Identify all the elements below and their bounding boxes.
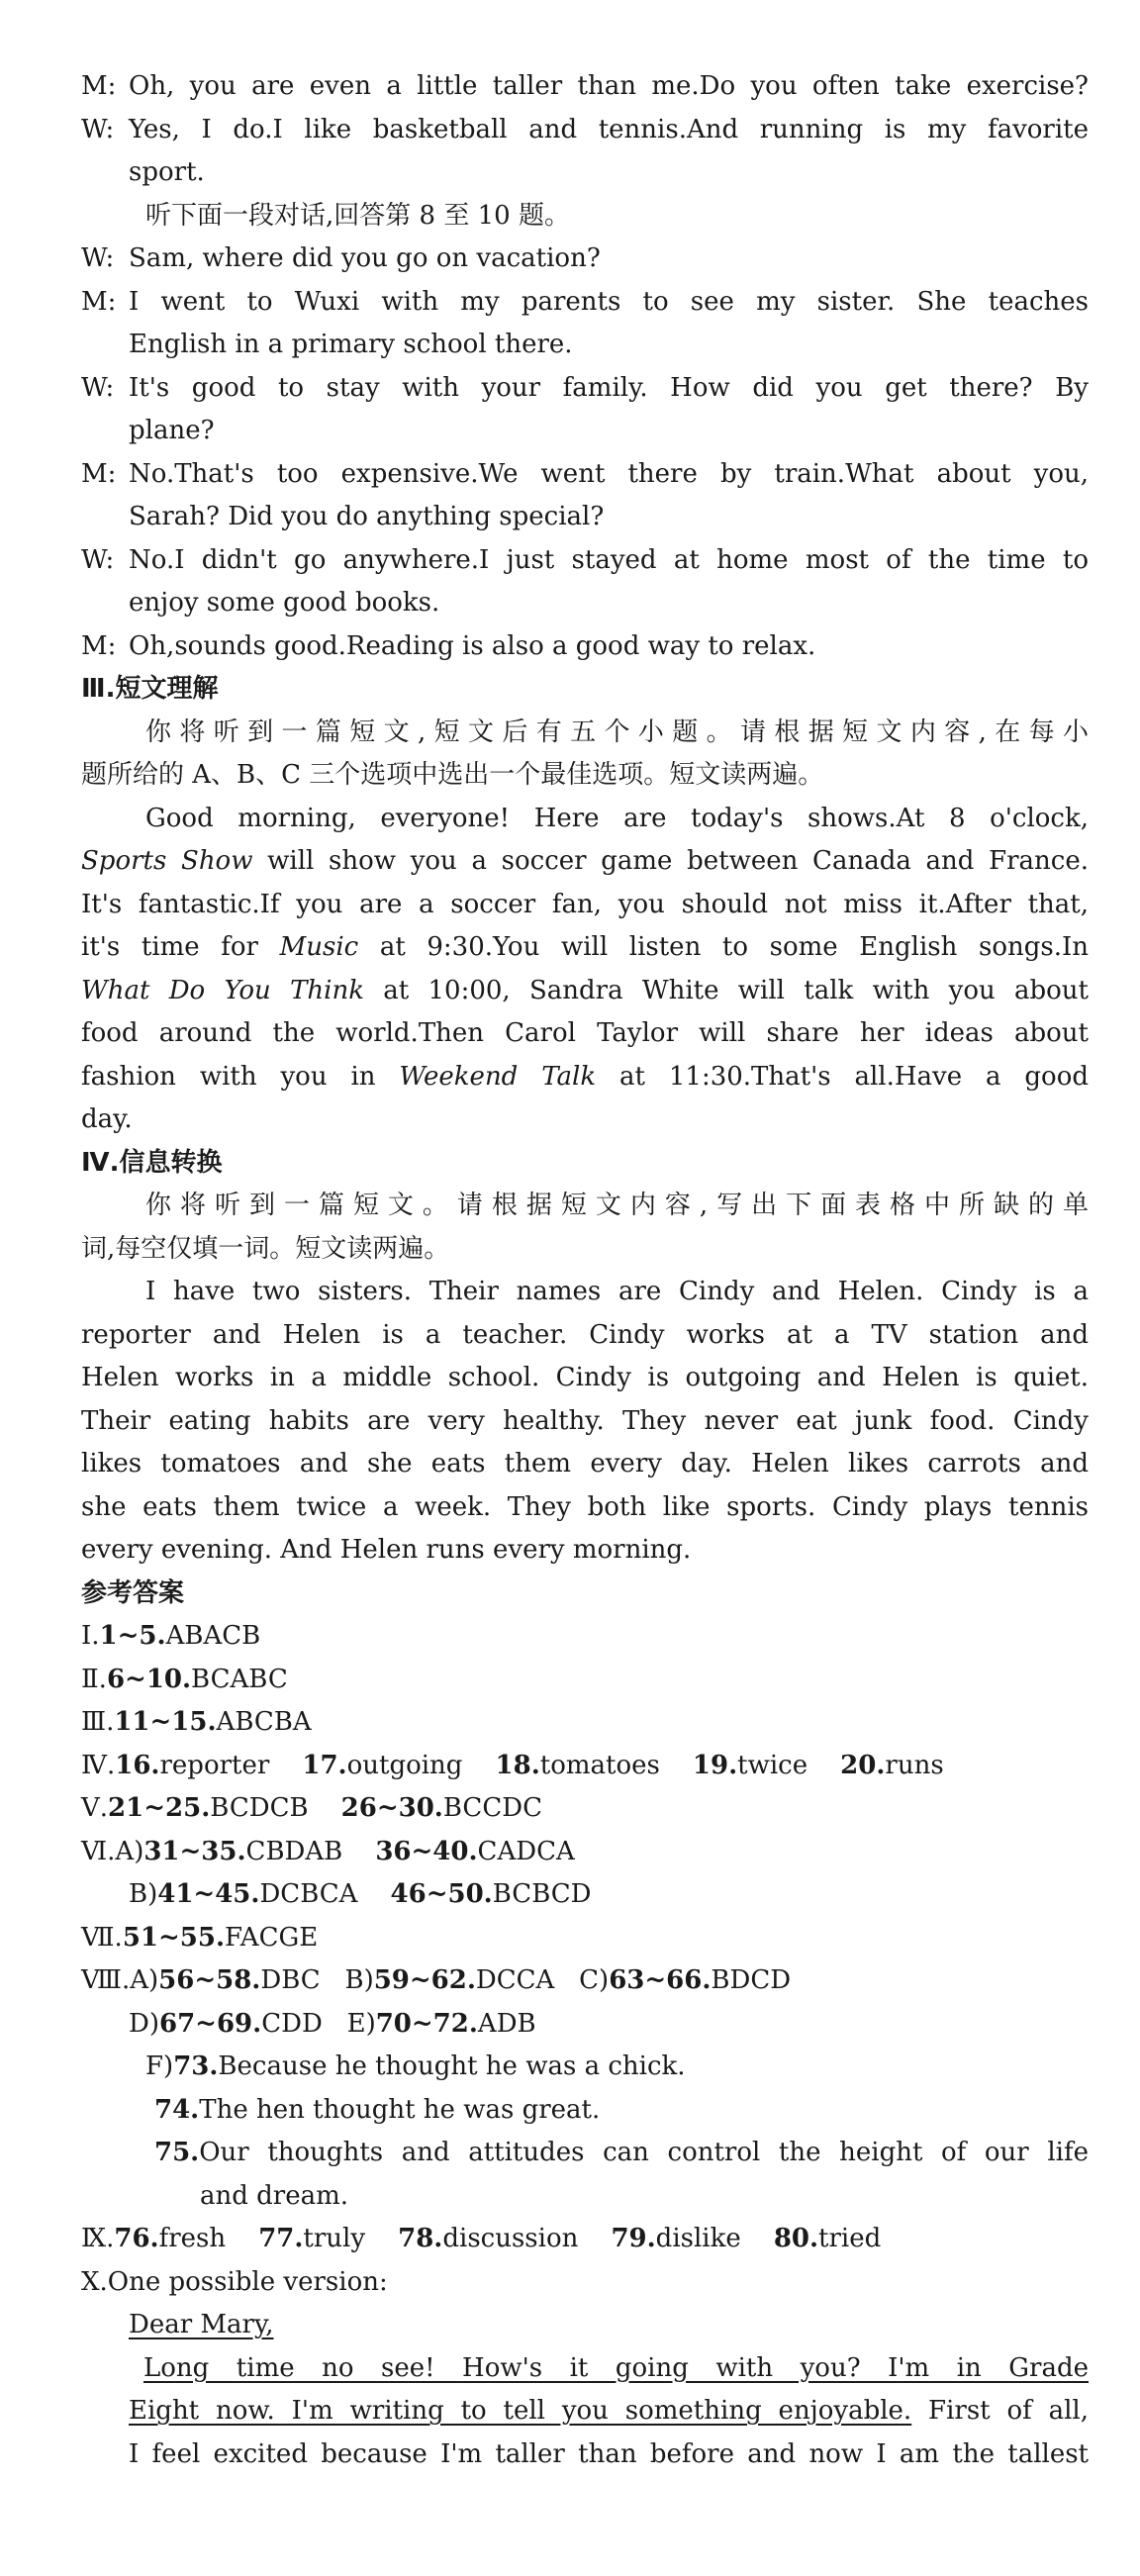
dialogue-line: M: Oh,sounds good.Reading is also a good way to relax. <box>81 625 1089 669</box>
answer-row: Ⅱ.6~10.BCABC <box>81 1664 288 1694</box>
passage-line: food around the world.Then Carol Taylor will share her ideas about <box>81 1018 1089 1048</box>
letter-line: Eight now. I'm writing to tell you something enjoyable. First of all, <box>129 2396 1089 2426</box>
dialogue-line: Sarah? Did you do anything special? <box>129 502 605 531</box>
answer-row: Ⅹ.One possible version: <box>81 2266 388 2297</box>
instruction-text: 题所给的 A、B、C 三个选项中选出一个最佳选项。短文读两遍。 <box>81 760 824 790</box>
answer-row: Ⅰ.1~5.ABACB <box>81 1621 261 1651</box>
passage-line: Sports Show will show you a soccer game between Canada and France. <box>81 846 1090 876</box>
passage-line: reporter and Helen is a teacher. Cindy works at a TV station and <box>81 1319 1089 1350</box>
passage-line: Good morning, everyone! Here are today's shows.At 8 o'clock, <box>145 803 1089 833</box>
passage-line: Their eating habits are very healthy. They never eat junk food. Cindy <box>81 1405 1089 1436</box>
letter-line: I feel excited because I'm taller than before and now I am the tallest <box>129 2438 1089 2469</box>
passage-line: fashion with you in Weekend Talk at 11:30.That's all.Have a good <box>81 1061 1089 1092</box>
answer-row: Ⅸ.76.fresh 77.truly 78.discussion 79.dislike 80.tried <box>81 2224 882 2253</box>
dialogue-line: enjoy some good books. <box>129 588 440 618</box>
dialogue-line: M: Oh, you are even a little taller than me.Do you often take exercise? <box>81 65 1089 109</box>
show-title: Weekend Talk <box>399 1061 597 1092</box>
passage-line: likes tomatoes and she eats them every day. Helen likes carrots and <box>81 1449 1089 1479</box>
dialogue-line: W: It's good to stay with your family. How did you get there? By <box>81 367 1089 411</box>
instruction-text: 听下面一段对话,回答第 8 至 10 题。 <box>145 200 570 231</box>
show-title: What Do You Think <box>81 975 364 1005</box>
passage-line: I have two sisters. Their names are Cindy and Helen. Cindy is a <box>145 1277 1089 1306</box>
answer-row: 75.Our thoughts and attitudes can control the height of our life <box>154 2138 1089 2167</box>
answer-row: D)67~69.CDD E)70~72.ADB <box>129 2008 536 2039</box>
passage-line: every evening. And Helen runs every morning. <box>81 1535 692 1565</box>
show-title: Music <box>279 932 359 962</box>
speaker-label: M: <box>81 71 117 101</box>
speaker-label: M: <box>81 630 117 661</box>
speaker-label: W: <box>81 114 115 144</box>
passage-line: What Do You Think at 10:00, Sandra White will talk with you about <box>81 975 1089 1005</box>
passage-line: she eats them twice a week. They both like sports. Cindy plays tennis <box>81 1491 1089 1522</box>
document-page <box>81 65 1089 2476</box>
speaker-label: M: <box>81 286 117 317</box>
dialogue-line: M: No.That's too expensive.We went there by train.What about you, <box>81 453 1089 497</box>
answer-row: Ⅵ.A)31~35.CBDAB 36~40.CADCA <box>81 1836 575 1866</box>
answer-row: F)73.Because he thought he was a chick. <box>145 2051 686 2081</box>
section-heading: Ⅳ.信息转换 <box>81 1147 223 1178</box>
answer-row: Ⅶ.51~55.FACGE <box>81 1922 319 1953</box>
instruction-text: 你将听到一篇短文。请根据短文内容,写出下面表格中所缺的单 <box>145 1191 1089 1220</box>
answer-row: Ⅳ.16.reporter 17.outgoing 18.tomatoes 19.twice 20.runs <box>81 1750 944 1780</box>
speaker-label: W: <box>81 243 115 273</box>
answers-heading: 参考答案 <box>81 1577 185 1608</box>
dialogue-line: plane? <box>129 416 215 445</box>
speaker-label: W: <box>81 372 115 403</box>
dialogue-line: English in a primary school there. <box>129 330 573 359</box>
passage-line: Helen works in a middle school. Cindy is outgoing and Helen is quiet. <box>81 1363 1089 1392</box>
answer-row: 74.The hen thought he was great. <box>154 2094 601 2125</box>
dialogue-line: W: Yes, I do.I like basketball and tennis.And running is my favorite <box>81 109 1089 152</box>
speaker-label: W: <box>81 544 115 575</box>
passage-line: day. <box>81 1104 133 1134</box>
instruction-text: 你将听到一篇短文,短文后有五个小题。请根据短文内容,在每小 <box>145 716 1089 747</box>
instruction-text: 词,每空仅填一词。短文读两遍。 <box>81 1233 450 1264</box>
speaker-label: M: <box>81 458 117 489</box>
answer-row: Ⅲ.11~15.ABCBA <box>81 1707 312 1737</box>
answer-row: B)41~45.DCBCA 46~50.BCBCD <box>129 1879 592 1909</box>
passage-line: It's fantastic.If you are a soccer fan, you should not miss it.After that, <box>81 889 1089 919</box>
answer-row: Ⅴ.21~25.BCDCB 26~30.BCCDC <box>81 1793 542 1823</box>
dialogue-line: W: Sam, where did you go on vacation? <box>81 238 1089 281</box>
answer-row: and dream. <box>200 2180 349 2211</box>
dialogue-line: M: I went to Wuxi with my parents to see my sister. She teaches <box>81 281 1089 325</box>
dialogue-line: W: No.I didn't go anywhere.I just stayed at home most of the time to <box>81 539 1089 583</box>
answer-row: Ⅷ.A)56~58.DBC B)59~62.DCCA C)63~66.BDCD <box>81 1965 792 1995</box>
dialogue-line: sport. <box>129 157 205 187</box>
letter-line: Long time no see! How's it going with you? I'm in Grade <box>143 2352 1089 2383</box>
letter-salutation: Dear Mary, <box>129 2310 274 2339</box>
section-heading: Ⅲ.短文理解 <box>81 674 219 704</box>
passage-line: it's time for Music at 9:30.You will listen to some English songs.In <box>81 932 1089 962</box>
show-title: Sports Show <box>81 846 253 876</box>
